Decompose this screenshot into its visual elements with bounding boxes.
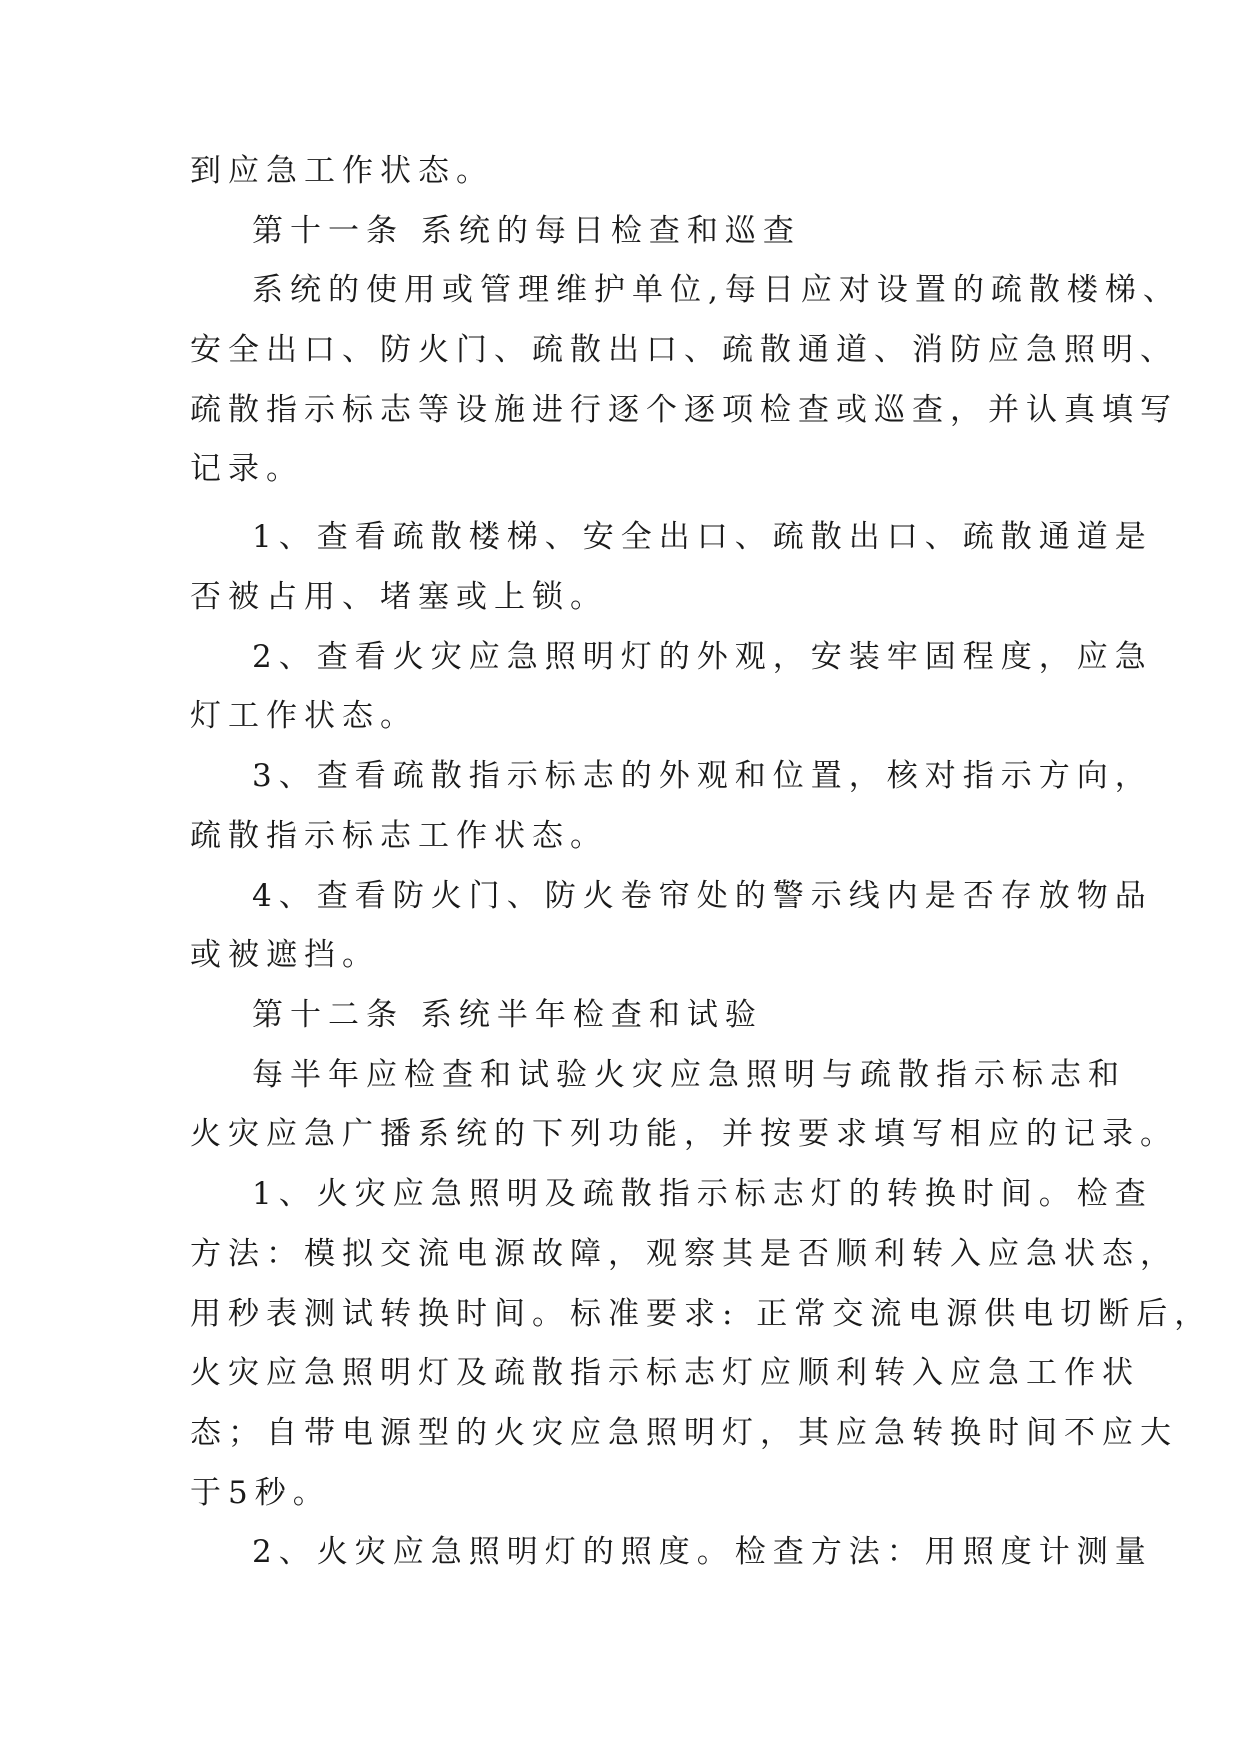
text-line: 疏散指示标志工作状态。	[190, 818, 608, 854]
section-heading: 第十二条 系统半年检查和试验	[252, 997, 763, 1033]
text-line: 于5秒。	[190, 1475, 331, 1511]
text-line: 火灾应急照明灯及疏散指示标志灯应顺利转入应急工作状	[190, 1355, 1140, 1391]
text-line: 否被占用、堵塞或上锁。	[190, 579, 608, 615]
text-line: 疏散指示标志等设施进行逐个逐项检查或巡查，并认真填写	[190, 392, 1178, 428]
text-line: 火灾应急广播系统的下列功能，并按要求填写相应的记录。	[190, 1116, 1178, 1152]
list-item: 2、火灾应急照明灯的照度。检查方法：用照度计测量	[252, 1534, 1153, 1570]
list-item: 3、查看疏散指示标志的外观和位置，核对指示方向，	[252, 758, 1153, 794]
text-line: 每半年应检查和试验火灾应急照明与疏散指示标志和	[252, 1057, 1126, 1093]
list-item: 4、查看防火门、防火卷帘处的警示线内是否存放物品	[252, 878, 1153, 914]
text-line: 态；自带电源型的火灾应急照明灯，其应急转换时间不应大	[190, 1415, 1178, 1451]
text-line: 系统的使用或管理维护单位,每日应对设置的疏散楼梯、	[252, 272, 1181, 308]
list-item: 1、查看疏散楼梯、安全出口、疏散出口、疏散通道是	[252, 519, 1153, 555]
text-line: 安全出口、防火门、疏散出口、疏散通道、消防应急照明、	[190, 332, 1178, 368]
text-line: 用秒表测试转换时间。标准要求: 正常交流电源供电切断后，	[190, 1296, 1213, 1332]
list-item: 1、火灾应急照明及疏散指示标志灯的转换时间。检查	[252, 1176, 1153, 1212]
text-line: 到应急工作状态。	[190, 153, 494, 189]
text-line: 或被遮挡。	[190, 937, 380, 973]
text-line: 灯工作状态。	[190, 698, 418, 734]
text-line: 记录。	[190, 451, 304, 487]
list-item: 2、查看火灾应急照明灯的外观，安装牢固程度，应急	[252, 639, 1153, 675]
text-line: 方法：模拟交流电源故障，观察其是否顺利转入应急状态，	[190, 1236, 1178, 1272]
section-heading: 第十一条 系统的每日检查和巡查	[252, 213, 801, 249]
